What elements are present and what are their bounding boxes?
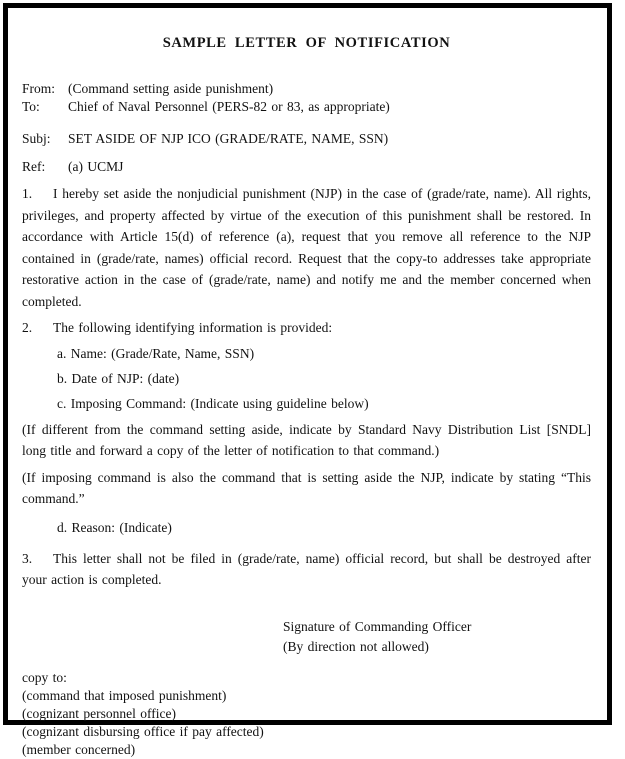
paragraph-1-number: 1. xyxy=(22,186,33,201)
to-value: Chief of Naval Personnel (PERS-82 or 83, as appropriate) xyxy=(68,98,390,114)
document-border-frame xyxy=(3,3,612,757)
to-row xyxy=(22,98,591,116)
reference-value: (a) UCMJ xyxy=(68,158,124,174)
reference-label: Ref: xyxy=(22,158,46,174)
copy-to-block xyxy=(22,669,591,759)
list-item-d: d. Reason: (Indicate) xyxy=(57,519,172,535)
subject-value: SET ASIDE OF NJP ICO (GRADE/RATE, NAME, SSN) xyxy=(68,131,389,146)
paragraph-1-text: I hereby set aside the nonjudicial punishment (NJP) in the case of (grade/rate, name). All rights, privileges, and property affected by virtue of the execution of this punishment shall be restored. In accordance with Article 15(d) of reference (a), request that you remove all reference to the NJP contained in (grade/rate, names) official record. Request that the copy-to addresses take appropriate restorative action in the case of (grade/rate, name) and notify me and the member concerned when completed. xyxy=(22,186,591,309)
paragraph-1 xyxy=(22,183,591,312)
guideline-note-sndl: (If different from the command setting aside, indicate by Standard Navy Distribution List [SNDL] long title and forward a copy of the letter of notification to that command.) xyxy=(22,421,591,458)
copy-to-label: copy to: xyxy=(22,669,67,685)
subject-label: Subj: xyxy=(22,131,51,146)
from-row xyxy=(22,80,591,98)
guideline-note-this-command: (If imposing command is also the command that is setting aside the NJP, indicate by stating “This command.” xyxy=(22,469,591,506)
copy-to-item: (member concerned) xyxy=(22,741,136,757)
reference-row xyxy=(22,158,591,176)
copy-to-item: (command that imposed punishment) xyxy=(22,687,227,703)
by-direction-note: (By direction not allowed) xyxy=(283,638,429,654)
address-block xyxy=(22,80,591,115)
paragraph-3-text: This letter shall not be filed in (grade/rate, name) official record, but shall be destroyed after your action is completed. xyxy=(22,550,591,587)
copy-to-item: (cognizant personnel office) xyxy=(22,705,176,721)
from-value: (Command setting aside punishment) xyxy=(68,81,274,96)
paragraph-2-text: The following identifying information is provided: xyxy=(53,320,333,335)
letter-title: SAMPLE LETTER OF NOTIFICATION xyxy=(162,35,451,51)
subject-row xyxy=(22,130,591,148)
signature-block xyxy=(283,617,591,657)
list-item-a: a. Name: (Grade/Rate, Name, SSN) xyxy=(57,345,255,361)
paragraph-2-number: 2. xyxy=(22,320,33,335)
paragraph-2 xyxy=(22,317,591,339)
paragraph-3-number: 3. xyxy=(22,550,33,566)
list-item-b: b. Date of NJP: (date) xyxy=(57,370,180,386)
list-item-c: c. Imposing Command: (Indicate using guideline below) xyxy=(57,395,369,411)
signature-line: Signature of Commanding Officer xyxy=(283,618,472,634)
letter-body xyxy=(8,34,607,759)
copy-to-item: (cognizant disbursing office if pay affected) xyxy=(22,723,264,739)
from-label: From: xyxy=(22,81,56,96)
to-label: To: xyxy=(22,98,40,114)
paragraph-3 xyxy=(22,548,591,591)
